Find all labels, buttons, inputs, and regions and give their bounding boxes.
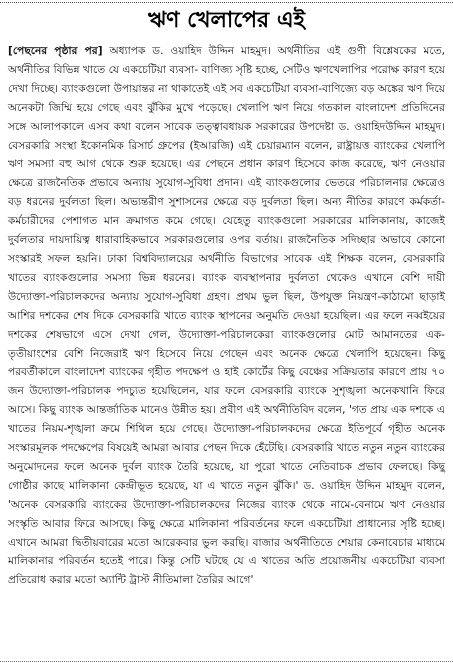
article-text: অধ্যাপক ড. ওয়াহিদ উদ্দিন মাহমুদ। অর্থনীতির এই গুণী বিশ্লেষকের মতে, অর্থনীতির বিভিন্ন খাতে যে একচেটিয়া ব্যবসা- বাণিজ্য সৃষ্টি হচ্ছে, সেটিও ঋণখেলাপির পরোক্ষ কারণ হয়ে দেখা দিচ্ছে। ব্যাংকগুলো উপায়ান্তর না থাকাতেই এই সব একচেটিয়া ব্যবসা-বাণিজ্যে বড় অঙ্কের ঋণ দিয়ে অনেকটা জিম্মি হয়ে গেছে এবং ঝুঁকির মুখে পড়েছে। খেলাপি ঋণ নিয়ে গতকাল বাংলাদেশ প্রতিদিনের সঙ্গে আলাপকালে এসব কথা বলেন সাবেক তত্ত্বাবধায়ক সরকারের উপদেষ্টা ড. ওয়াহিদউদ্দিন মাহমুদ। বেসরকারি সংস্থা ইকোনমিক রিসার্চ গ্রুপের (ইআরজি) এই চেয়ারম্যান বলেন, রাষ্ট্রায়ত্ত ব্যাংকের খেলাপি ঋণ সমস্যা বহু আগ থেকে শুরু হয়েছে। এর পেছনে প্রধান কারণ হিসেবে কাজ করেছে, ঋণ নেওয়ার ক্ষেত্রে রাজনৈতিক প্রভাবে অন্যায় সুযোগ-সুবিধা প্রদান। এই ব্যাংকগুলোর ভেতরে পরিচালনার ক্ষেত্রেও বড় ধরনের দুর্বলতা ছিল। অভ্যন্তরীণ সুশাসনের ক্ষেত্রে বড় দুর্বলতা ছিল। অন্য নীতির কারণে কর্মকর্তা-কর্মচারীদের পেশাগত মান ক্রমাগত কমে গেছে। যেহেতু ব্যাংকগুলো সরকারের মালিকানায়, কাজেই দুর্বলতার দায়দায়িত্ব ধারাবাহিকভাবে সরকারগুলোর ওপর বর্তায়। রাজনৈতিক সদিচ্ছার অভাবে কোনো সংস্কারই সফল হয়নি। ঢাকা বিশ্ববিদ্যালয়ের অর্থনীতি বিভাগের সাবেক এই শিক্ষক বলেন, বেসরকারি খাতের ব্যাংকগুলোর সমস্যা ভিন্ন ধরনের। ব্যাংক ব্যবস্থাপনার দুর্বলতা থেকেও এখানে বেশি দায়ী উদ্যোক্তা-পরিচালকদের অন্যায় সুযোগ-সুবিধা গ্রহণ। প্রথম ভুল ছিল, উপযুক্ত নিয়ন্ত্রণ-কাঠামো ছাড়াই আশির দশকের শেষ দিকে বেসরকারি খাতে ব্যাংক স্থাপনের অনুমতি দেওয়া হয়েছিল। এর ফলে নব্বইয়ের দশকের শেষভাগে এসে দেখা গেল, উদ্যোক্তা-পরিচালকেরা ব্যাংকগুলোর মোট আমানতের এক-তৃতীয়াংশের বেশি নিজেরাই ঋণ হিসেবে নিয়ে গেছেন এবং অনেক ক্ষেত্রে খেলাপি হয়েছেন। কিছু পরবর্তীকালে বাংলাদেশ ব্যাংকের গৃহীত পদক্ষেপ ও হাই কোর্টের কিছু বেঞ্চের সক্রিয়তার কারণে প্রায় ৭০ জন উদ্যোক্তা-পরিচালক পদচ্যুত হয়েছিলেন, যার ফলে বেসরকারি ব্যাংকে সুশৃঙ্খলা অনেকখানি ফিরে আসে। কিছু ব্যাংক আন্তর্জাতিক মানেও উন্নীত হয়। প্রবীণ এই অর্থনীতিবিদ বলেন, 'গত প্রায় এক দশকে এ খাতের নিয়ম-শৃঙ্খলা ক্রমে শিথিল হয়ে গেছে। উদ্যোক্তা-পরিচালকদের ক্ষেত্রে ইতিপূর্বে গৃহীত অনেক সংস্কারমূলক পদক্ষেপের বিষয়েই আমরা আবার পেছন দিকে হেঁটেছি। বেসরকারি খাতে নতুন নতুন ব্যাংকের অনুমোদনের ফলে অনেক দুর্বল ব্যাংক তৈরি হয়েছে, যা পুরো খাতে নেতিবাচক প্রভাব ফেলছে। কিছু গোষ্ঠীর কাছে মালিকানা কেন্দ্রীভূত হয়েছে, যা এ খাতে নতুন ঝুঁকি।' ড. ওয়াহিদ উদ্দিন মাহমুদ বলেন, 'অনেক বেসরকারি ব্যাংকের উদ্যোক্তা-পরিচালকদের নিজের ব্যাংক থেকে নামে-বেনামে ঋণ নেওয়ার সংস্কৃতি আবার ফিরে আসছে। কিছু ক্ষেত্রে মালিকানা পরিবর্তনের ফলে একচেটিয়া প্রাধান্যের সৃষ্টি হচ্ছে। এখানে আমরা দ্বিতীয়বারের মতো আরেকবার ভুল করছি। বাজার অর্থনীতিতে শেয়ার কেনাবেচার মাধ্যমে মালিকানার পরিবর্তন হতেই পারে। কিন্তু সেটি ঘটছে যে এ খাতের অতি প্রয়োজনীয় একচেটিয়া ব্যবসা প্রতিরোধ করার মতো অ্যান্টি ট্রাস্ট নীতিমালা তৈরির আগে' (8, 45, 445, 587)
bottom-divider (0, 661, 453, 662)
article-body (8, 42, 445, 659)
top-divider (0, 2, 453, 3)
article-paragraph (8, 42, 445, 590)
continuation-tag: [পেছনের পৃষ্ঠার পর] (8, 45, 103, 57)
headline: ঋণ খেলাপের এই (147, 8, 306, 33)
